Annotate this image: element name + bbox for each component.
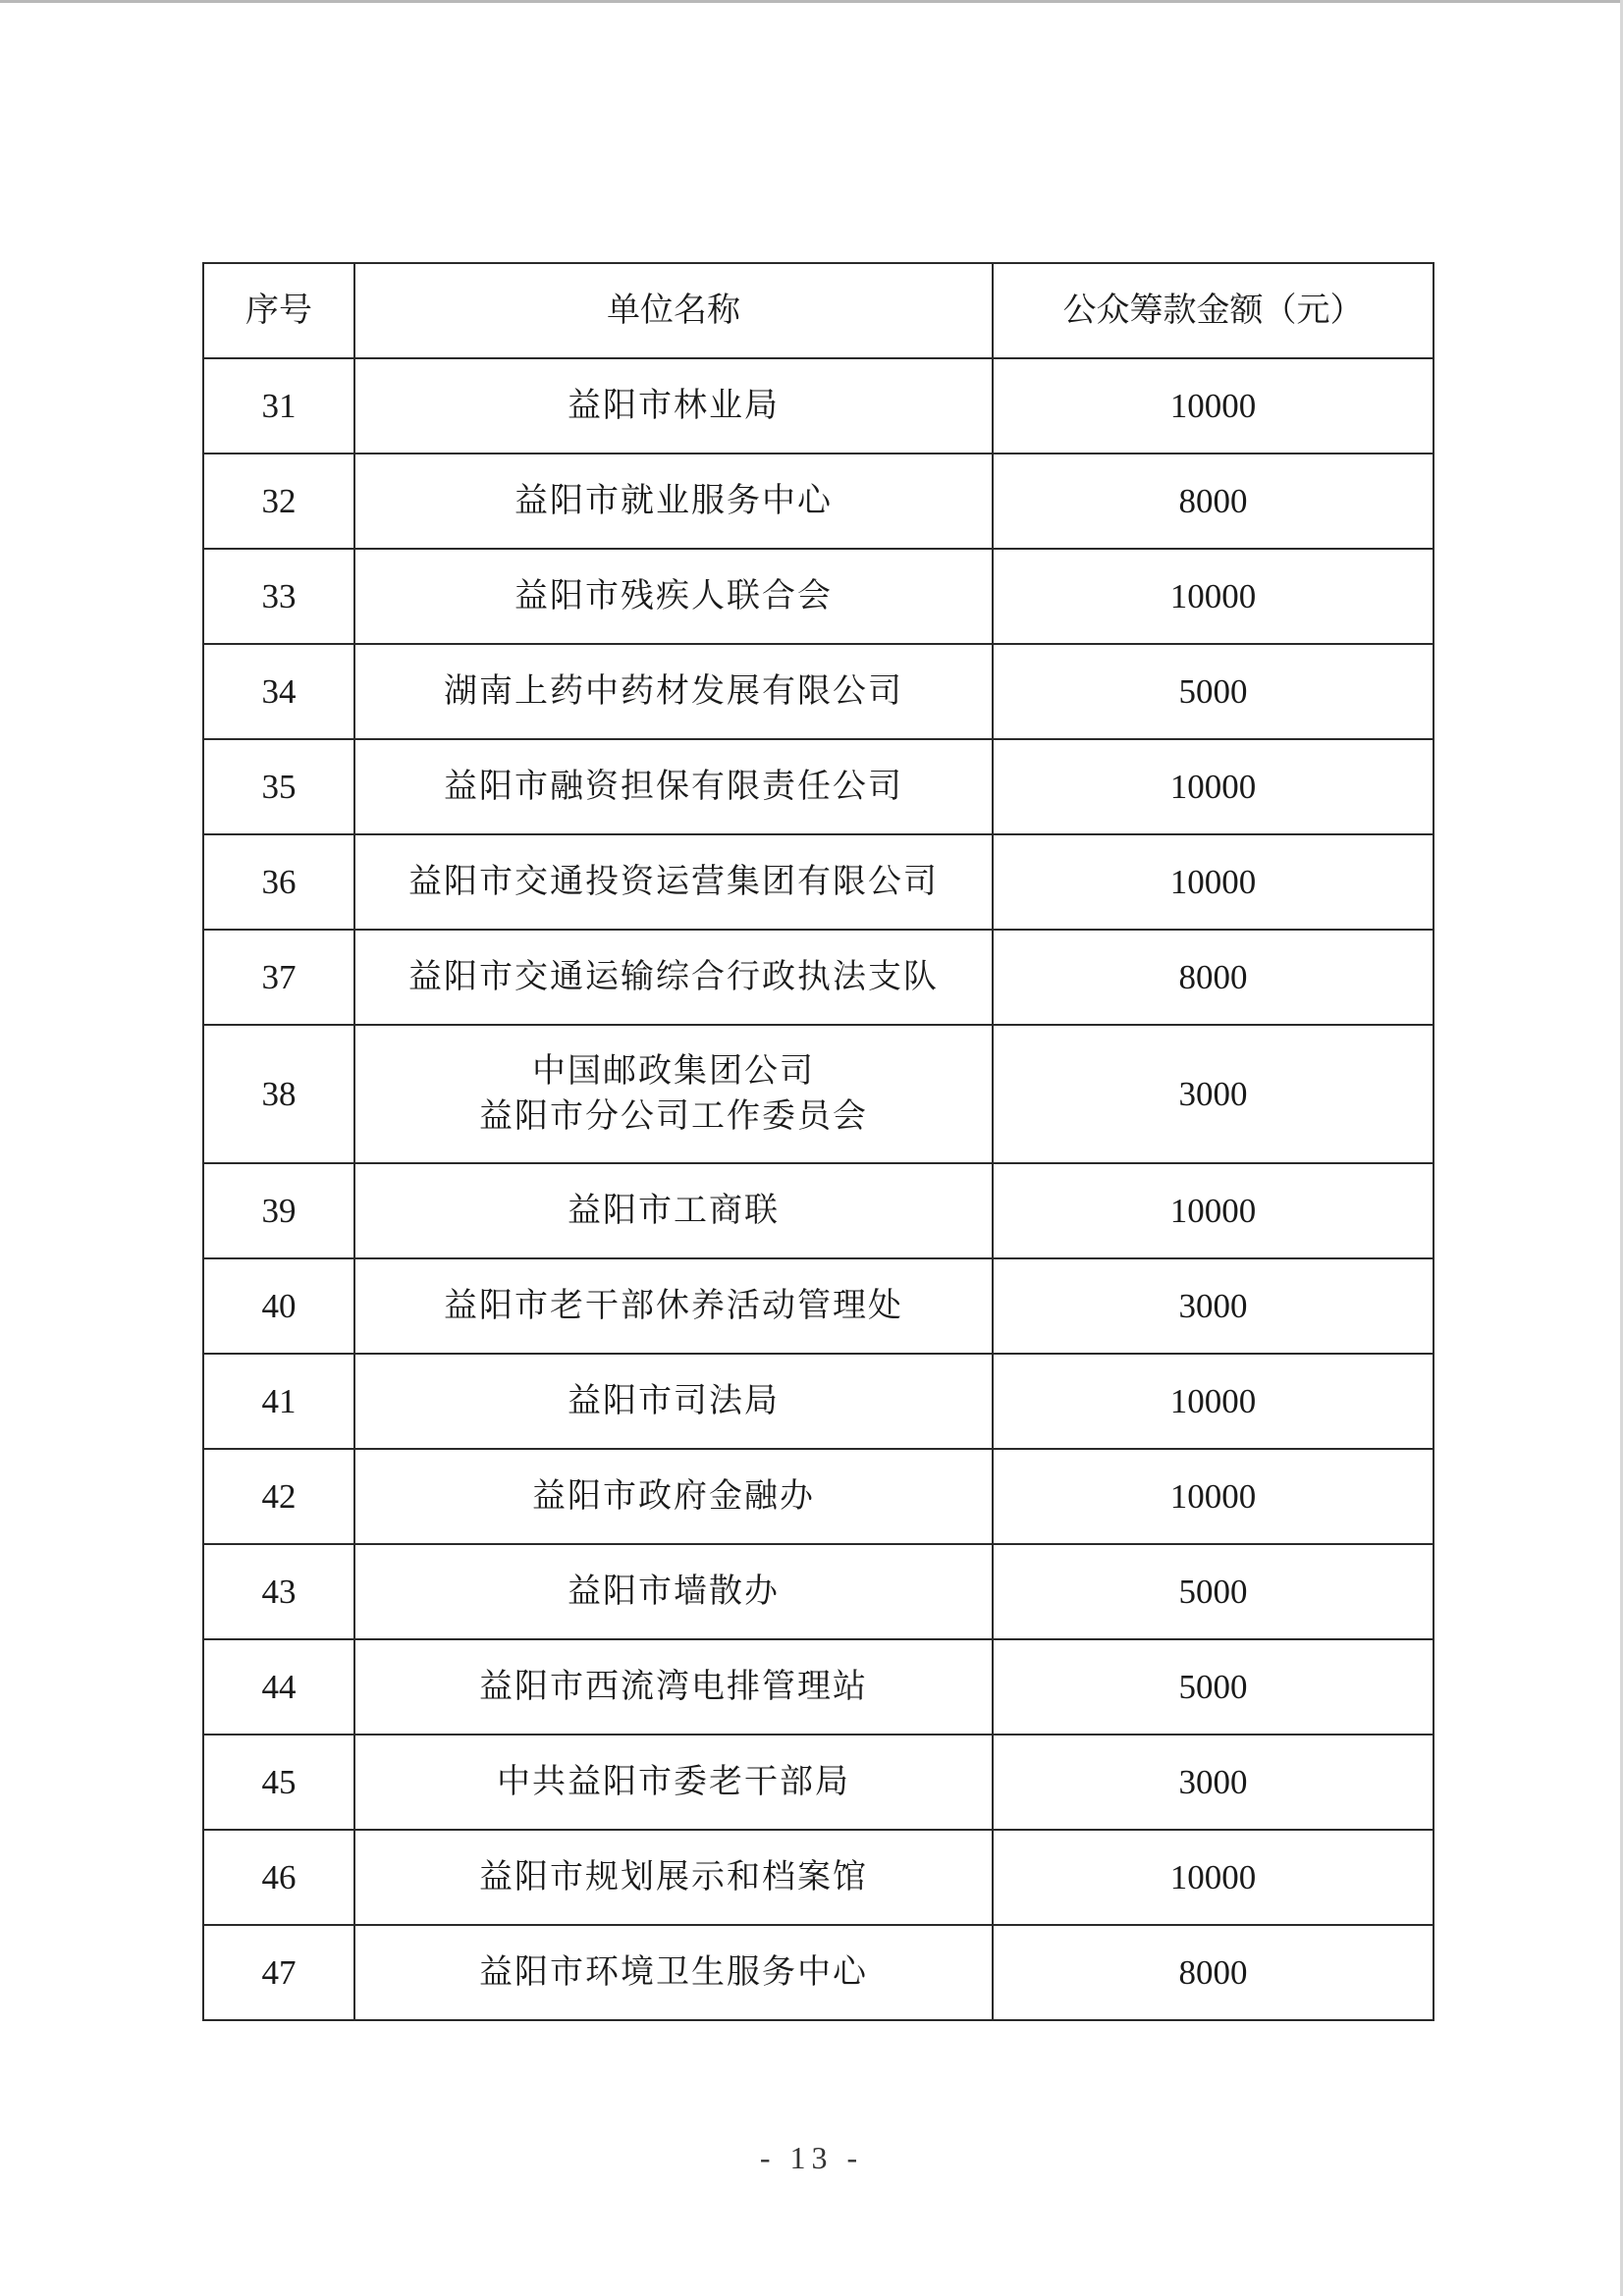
row-index: 31 <box>203 358 354 454</box>
row-index: 37 <box>203 930 354 1025</box>
row-amount: 10000 <box>993 1449 1434 1544</box>
unit-name-line: 益阳市老干部休养活动管理处 <box>444 1285 903 1325</box>
table-row <box>203 644 1434 739</box>
row-unit-name <box>354 644 993 739</box>
unit-name-line: 益阳市西流湾电排管理站 <box>479 1666 868 1706</box>
table-row <box>203 739 1434 834</box>
table-row <box>203 549 1434 644</box>
header-unit-name: 单位名称 <box>354 263 993 358</box>
row-amount: 10000 <box>993 1354 1434 1449</box>
table-body <box>203 358 1434 2020</box>
row-unit-name <box>354 1163 993 1258</box>
table-row <box>203 1735 1434 1830</box>
row-unit-name <box>354 1639 993 1735</box>
row-amount: 10000 <box>993 549 1434 644</box>
row-index: 33 <box>203 549 354 644</box>
row-index: 39 <box>203 1163 354 1258</box>
table-row <box>203 1354 1434 1449</box>
table-row <box>203 1925 1434 2020</box>
unit-name-line: 益阳市林业局 <box>568 385 780 425</box>
row-unit-name <box>354 1925 993 2020</box>
row-unit-name <box>354 930 993 1025</box>
row-index: 47 <box>203 1925 354 2020</box>
row-unit-name <box>354 834 993 930</box>
row-amount: 10000 <box>993 358 1434 454</box>
row-index: 36 <box>203 834 354 930</box>
unit-name-line: 益阳市交通投资运营集团有限公司 <box>408 861 939 901</box>
table-row <box>203 1258 1434 1354</box>
row-unit-name <box>354 1025 993 1163</box>
row-amount: 3000 <box>993 1258 1434 1354</box>
row-amount: 5000 <box>993 1639 1434 1735</box>
table-row <box>203 358 1434 454</box>
table-row <box>203 1830 1434 1925</box>
unit-name-line: 益阳市墙散办 <box>568 1571 780 1611</box>
unit-name-line: 中共益阳市委老干部局 <box>497 1761 850 1801</box>
header-index: 序号 <box>203 263 354 358</box>
unit-name-line: 益阳市环境卫生服务中心 <box>479 1951 868 1992</box>
row-unit-name <box>354 1258 993 1354</box>
row-amount: 8000 <box>993 1925 1434 2020</box>
row-index: 32 <box>203 454 354 549</box>
row-unit-name <box>354 549 993 644</box>
row-index: 43 <box>203 1544 354 1639</box>
unit-name-line: 益阳市就业服务中心 <box>514 480 833 520</box>
table-row <box>203 1544 1434 1639</box>
row-amount: 8000 <box>993 930 1434 1025</box>
row-index: 44 <box>203 1639 354 1735</box>
row-unit-name <box>354 454 993 549</box>
row-unit-name <box>354 1830 993 1925</box>
table-header-row <box>203 263 1434 358</box>
table-row <box>203 1163 1434 1258</box>
row-amount: 3000 <box>993 1025 1434 1163</box>
unit-name-line: 湖南上药中药材发展有限公司 <box>444 670 903 711</box>
table-row <box>203 1025 1434 1163</box>
donation-table <box>202 262 1434 2021</box>
row-unit-name <box>354 739 993 834</box>
row-unit-name <box>354 1544 993 1639</box>
row-index: 45 <box>203 1735 354 1830</box>
row-index: 40 <box>203 1258 354 1354</box>
table-row <box>203 834 1434 930</box>
row-index: 42 <box>203 1449 354 1544</box>
header-amount: 公众筹款金额（元） <box>993 263 1434 358</box>
unit-name-line: 中国邮政集团公司 <box>532 1050 815 1091</box>
row-index: 38 <box>203 1025 354 1163</box>
unit-name-line: 益阳市司法局 <box>568 1380 780 1420</box>
table-row <box>203 1639 1434 1735</box>
table-row <box>203 930 1434 1025</box>
unit-name-line: 益阳市交通运输综合行政执法支队 <box>408 956 939 996</box>
row-index: 34 <box>203 644 354 739</box>
table-row <box>203 1449 1434 1544</box>
row-index: 46 <box>203 1830 354 1925</box>
unit-name-line: 益阳市残疾人联合会 <box>514 575 833 615</box>
unit-name-line: 益阳市分公司工作委员会 <box>479 1095 868 1136</box>
row-unit-name <box>354 1735 993 1830</box>
unit-name-line: 益阳市融资担保有限责任公司 <box>444 766 903 806</box>
row-index: 41 <box>203 1354 354 1449</box>
row-index: 35 <box>203 739 354 834</box>
row-amount: 10000 <box>993 1163 1434 1258</box>
row-amount: 5000 <box>993 1544 1434 1639</box>
row-amount: 8000 <box>993 454 1434 549</box>
scan-top-edge <box>0 0 1623 3</box>
row-amount: 10000 <box>993 739 1434 834</box>
row-unit-name <box>354 358 993 454</box>
row-amount: 10000 <box>993 1830 1434 1925</box>
row-unit-name <box>354 1449 993 1544</box>
unit-name-line: 益阳市规划展示和档案馆 <box>479 1856 868 1896</box>
row-amount: 3000 <box>993 1735 1434 1830</box>
row-amount: 5000 <box>993 644 1434 739</box>
page-number: - 13 - <box>759 2140 864 2175</box>
row-amount: 10000 <box>993 834 1434 930</box>
unit-name-line: 益阳市政府金融办 <box>532 1475 815 1516</box>
unit-name-line: 益阳市工商联 <box>568 1190 780 1230</box>
table-row <box>203 454 1434 549</box>
row-unit-name <box>354 1354 993 1449</box>
